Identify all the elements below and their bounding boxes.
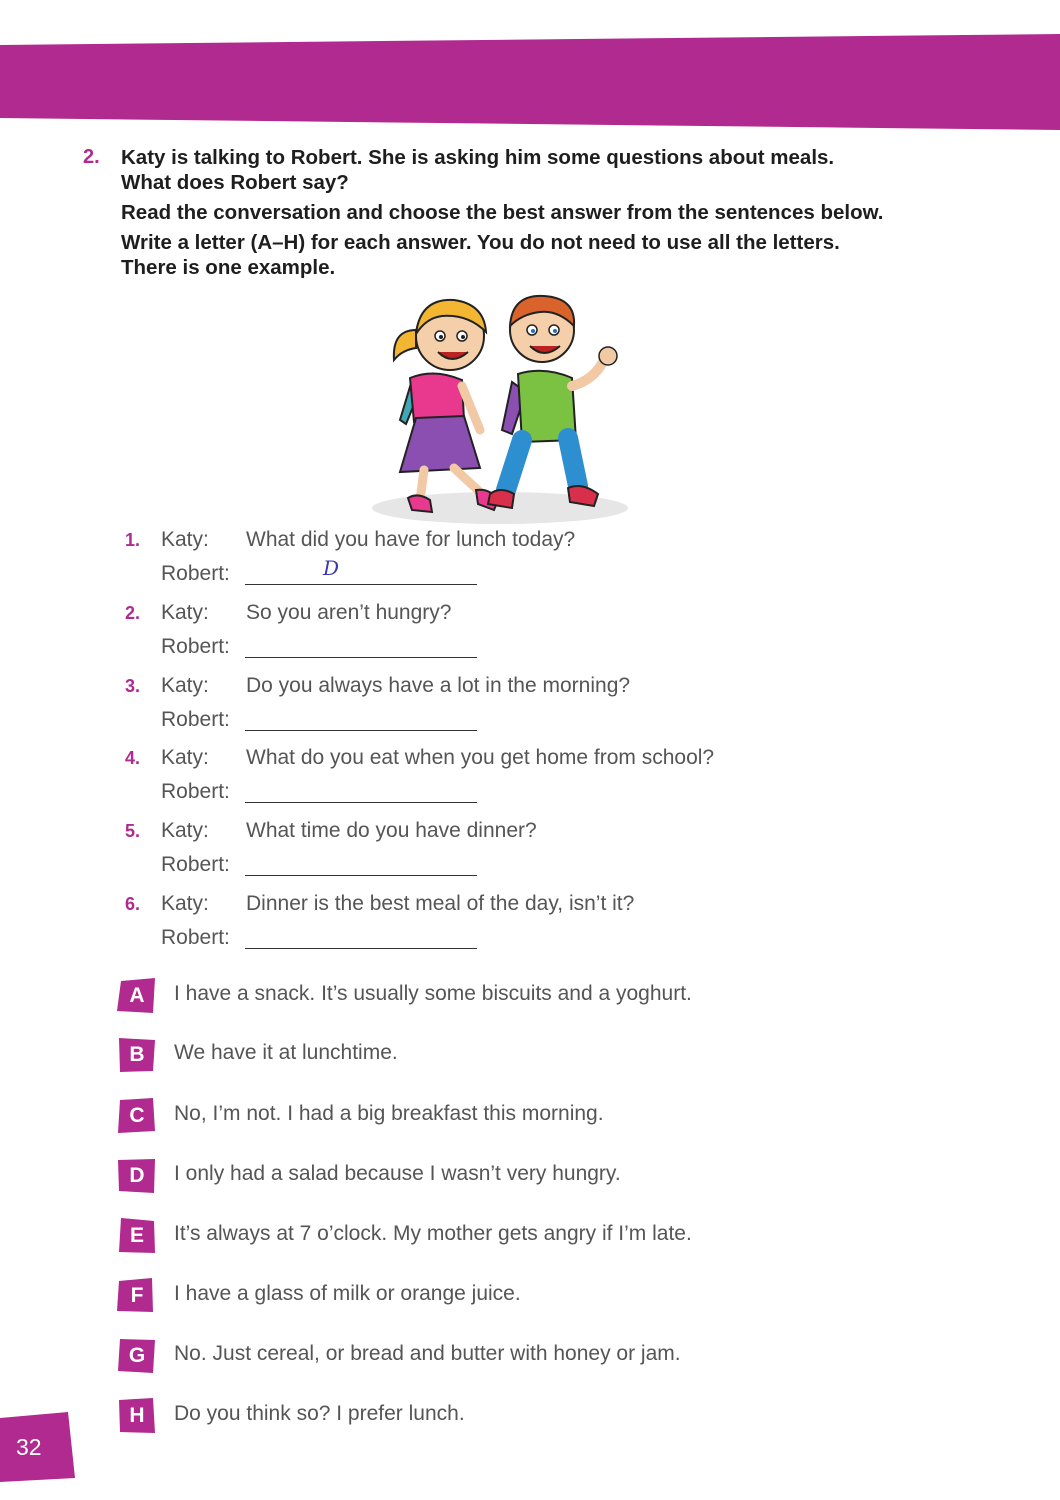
option-text: I have a snack. It’s usually some biscuits and a yoghurt. (174, 982, 692, 1005)
speaker-katy: Katy: (161, 674, 209, 697)
instruction-line: Write a letter (A–H) for each answer. You do not need to use all the letters. (121, 231, 840, 254)
instruction-line: Read the conversation and choose the best answer from the sentences below. (121, 201, 884, 224)
header-banner (0, 0, 1060, 135)
option-letter-badge (117, 978, 157, 1014)
speaker-katy: Katy: (161, 746, 209, 769)
option-letter: D (129, 1164, 145, 1187)
option-letter-badge (117, 1158, 157, 1194)
option-letter: H (129, 1404, 145, 1427)
option-letter-badge (117, 1037, 157, 1073)
speaker-robert: Robert: (161, 562, 230, 585)
answer-line[interactable] (245, 802, 477, 803)
option-b (117, 1037, 877, 1077)
option-letter-badge (117, 1338, 157, 1374)
option-text: I only had a salad because I wasn’t very hungry. (174, 1162, 621, 1185)
option-a (117, 978, 877, 1018)
speaker-robert: Robert: (161, 780, 230, 803)
answer-line[interactable] (245, 657, 477, 658)
speaker-katy: Katy: (161, 819, 209, 842)
question-text: What did you have for lunch today? (246, 528, 576, 551)
answer-line[interactable] (245, 584, 477, 585)
instruction-line: There is one example. (121, 256, 336, 279)
option-text: It’s always at 7 o’clock. My mother gets angry if I’m late. (174, 1222, 692, 1245)
option-h (117, 1398, 877, 1438)
speaker-katy: Katy: (161, 528, 209, 551)
option-text: Do you think so? I prefer lunch. (174, 1402, 465, 1425)
task-number: 2. (83, 146, 100, 168)
question-text: So you aren’t hungry? (246, 601, 452, 624)
option-letter: F (130, 1284, 144, 1307)
page-number-tab (0, 1412, 75, 1482)
option-text: No, I’m not. I had a big breakfast this morning. (174, 1102, 604, 1125)
question-number: 1. (125, 530, 141, 550)
option-text: I have a glass of milk or orange juice. (174, 1282, 521, 1305)
kids-illustration (372, 290, 632, 530)
handwritten-answer: D (323, 556, 340, 580)
option-letter: G (128, 1344, 146, 1367)
question-number: 5. (125, 821, 141, 841)
option-letter: C (129, 1104, 145, 1127)
question-text: Do you always have a lot in the morning? (246, 674, 631, 697)
question-number: 6. (125, 894, 141, 914)
speaker-robert: Robert: (161, 708, 230, 731)
option-letter: B (129, 1043, 145, 1066)
dialogue-item-1 (125, 528, 825, 598)
question-number: 2. (125, 603, 141, 623)
option-e (117, 1218, 877, 1258)
answer-line[interactable] (245, 875, 477, 876)
question-number: 4. (125, 748, 141, 768)
option-letter: A (129, 984, 145, 1007)
dialogue-item-3 (125, 674, 825, 744)
answer-line[interactable] (245, 948, 477, 949)
option-f (117, 1278, 877, 1318)
question-text: What do you eat when you get home from school? (246, 746, 715, 769)
instruction-line: What does Robert say? (121, 171, 349, 194)
dialogue-item-5 (125, 819, 825, 889)
option-c (117, 1098, 877, 1138)
option-letter-badge (117, 1218, 157, 1254)
dialogue-item-2 (125, 601, 825, 671)
answer-line[interactable] (245, 730, 477, 731)
dialogue-item-4 (125, 746, 825, 816)
speaker-robert: Robert: (161, 635, 230, 658)
speaker-robert: Robert: (161, 853, 230, 876)
option-letter: E (129, 1224, 144, 1247)
dialogue-item-6 (125, 892, 825, 962)
question-text: Dinner is the best meal of the day, isn’t it? (246, 892, 635, 915)
speaker-katy: Katy: (161, 601, 209, 624)
question-number: 3. (125, 676, 141, 696)
option-letter-badge (117, 1098, 157, 1134)
option-letter-badge (117, 1278, 157, 1314)
option-text: No. Just cereal, or bread and butter with honey or jam. (174, 1342, 681, 1365)
option-text: We have it at lunchtime. (174, 1041, 398, 1064)
option-letter-badge (117, 1398, 157, 1434)
question-text: What time do you have dinner? (246, 819, 537, 842)
speaker-katy: Katy: (161, 892, 209, 915)
option-g (117, 1338, 877, 1378)
instruction-line: Katy is talking to Robert. She is asking him some questions about meals. (121, 146, 835, 169)
speaker-robert: Robert: (161, 926, 230, 949)
page-number: 32 (16, 1434, 42, 1460)
option-d (117, 1158, 877, 1198)
